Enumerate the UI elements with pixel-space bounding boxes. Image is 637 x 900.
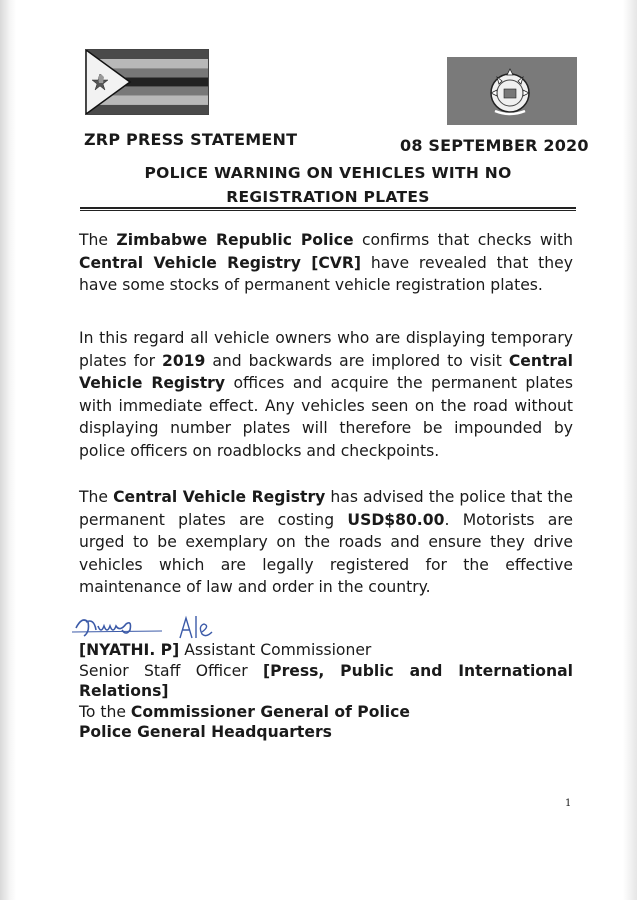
signatory-role-prefix: Senior Staff Officer: [79, 661, 264, 680]
p1-text-1: The: [79, 231, 117, 249]
headquarters: Police General Headquarters: [79, 723, 332, 741]
p1-bold-2: Central Vehicle Registry [CVR]: [79, 253, 361, 272]
press-statement-label: ZRP PRESS STATEMENT: [84, 130, 298, 149]
paragraph-2: [79, 327, 573, 462]
paragraph-3: [79, 486, 573, 599]
emblem-centre: [504, 89, 516, 98]
signatory-role: [Press, Public and International Relations]: [79, 661, 573, 700]
p2-text-3: offices and acquire the permanent plates with immediate effect. Any vehicles seen on the road without displaying number plates will therefore be impounded by police officers on roadblocks and checkpoints.: [79, 374, 574, 460]
headquarters-line: [79, 722, 573, 743]
statement-date: 08 SEPTEMBER 2020: [400, 136, 589, 155]
zimbabwe-flag: [85, 49, 209, 115]
signatory-name: [NYATHI. P]: [79, 641, 180, 659]
flag-stripe-7: [86, 105, 208, 114]
p2-text-2: and backwards are implored to visit: [205, 351, 509, 370]
p2-bold-2: Central Vehicle Registry: [79, 351, 573, 392]
addressee-line: [79, 702, 573, 723]
title-divider: [80, 207, 576, 211]
zrp-emblem: [447, 57, 577, 125]
signatory-rank: Assistant Commissioner: [179, 641, 372, 659]
signatory-role-line: [79, 661, 573, 702]
title-line-1: POLICE WARNING ON VEHICLES WITH NO: [144, 164, 512, 182]
addressee: Commissioner General of Police: [130, 702, 410, 721]
p1-text-3: have revealed that they have some stocks of permanent vehicle registration plates.: [79, 253, 573, 294]
p3-bold-2: USD$80.00: [347, 510, 445, 529]
p1-text-2: confirms that checks with: [353, 231, 573, 249]
title-line-2: REGISTRATION PLATES: [226, 188, 430, 206]
p3-text-1: The: [79, 488, 114, 506]
p3-text-2: has advised the police that the permanent plates are costing: [79, 488, 573, 529]
flag-stripe-1: [86, 50, 208, 59]
p2-bold-1: 2019: [161, 351, 206, 370]
paragraph-1: [79, 229, 573, 297]
addressee-prefix: To the: [79, 702, 131, 721]
sign-off-block: [79, 640, 573, 743]
p1-bold-1: Zimbabwe Republic Police: [116, 231, 354, 249]
scan-left-edge: [0, 0, 16, 900]
p3-text-3: . Motorists are urged to be exemplary on the roads and ensure they drive vehicles which are legally registered for the effective maintenance of law and order in the country.: [79, 510, 573, 596]
p3-bold-1: Central Vehicle Registry: [113, 488, 326, 506]
signatory-line: [79, 640, 573, 661]
page-number: 1: [565, 798, 572, 809]
scan-right-edge: [623, 0, 637, 900]
p2-text-1: In this regard all vehicle owners who are displaying temporary plates for: [79, 329, 573, 370]
statement-title: [80, 161, 576, 209]
